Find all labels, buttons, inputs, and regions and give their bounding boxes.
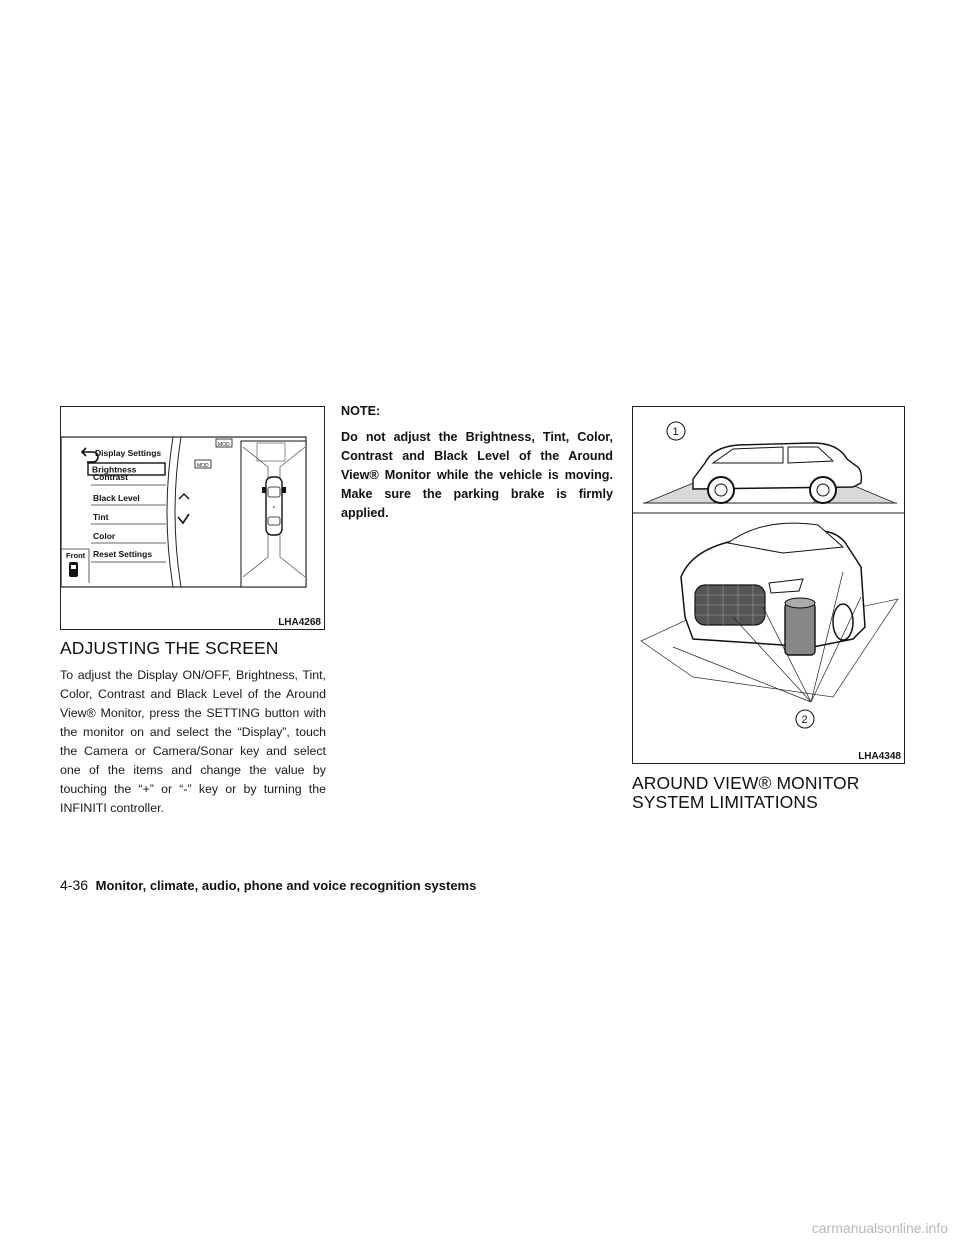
figure-code: LHA4348 [855,750,904,763]
around-view-camera-display [241,441,306,587]
page-footer [60,877,476,893]
svg-text:1: 1 [672,426,679,438]
menu-item-color: Color [93,531,116,541]
camera-icon [69,562,78,577]
svg-text:2: 2 [801,714,808,726]
section-heading-limitations-line2: SYSTEM LIMITATIONS [632,792,818,812]
menu-item-black-level: Black Level [93,493,140,503]
figure-around-view-limitations [632,406,905,764]
menu-item-reset-settings: Reset Settings [93,549,153,559]
vehicle-illustration [633,407,905,764]
menu-item-tint: Tint [93,512,109,522]
svg-text:MOD: MOD [197,463,209,469]
svg-text:MOD: MOD [218,442,230,448]
figure-code: LHA4268 [275,616,324,629]
note-text: Do not adjust the Brightness, Tint, Color, Contrast and Black Level of the Around View® Monitor while the vehicle is moving. Make sure the parking brake is firmly applied. [341,430,613,520]
section-heading-adjusting-screen: ADJUSTING THE SCREEN [60,638,279,658]
side-view-car [643,443,897,503]
page-number: 4-36 [60,877,89,893]
callout-1 [667,422,685,440]
watermark: carmanualsonline.info [811,1220,948,1236]
front-label: Front [66,551,86,560]
display-settings-illustration [61,407,325,630]
menu-item-contrast: Contrast [93,472,128,482]
section-body-adjusting-screen: To adjust the Display ON/OFF, Brightness, Tint, Color, Contrast and Black Level of the Around View® Monitor, press the SETTING button with the monitor on and select the “Display”, touch the Camera or Camera/Sonar key and select one of the items and change the value by touching the “+” or “-” key or by turning the INFINITI controller. [60,668,326,815]
figure-display-settings [60,406,325,630]
menu-item-brightness: Brightness [92,464,137,475]
front-three-quarter-car [641,523,898,702]
note-label: NOTE: [341,404,381,418]
section-heading-limitations-line1: AROUND VIEW® MONITOR [632,773,860,793]
scroll-down-icon [178,514,189,523]
screen-title: Display Settings [95,448,162,458]
footer-section-title: Monitor, climate, audio, phone and voice recognition systems [95,878,477,893]
callout-2 [796,710,814,728]
scroll-up-icon [179,494,189,499]
